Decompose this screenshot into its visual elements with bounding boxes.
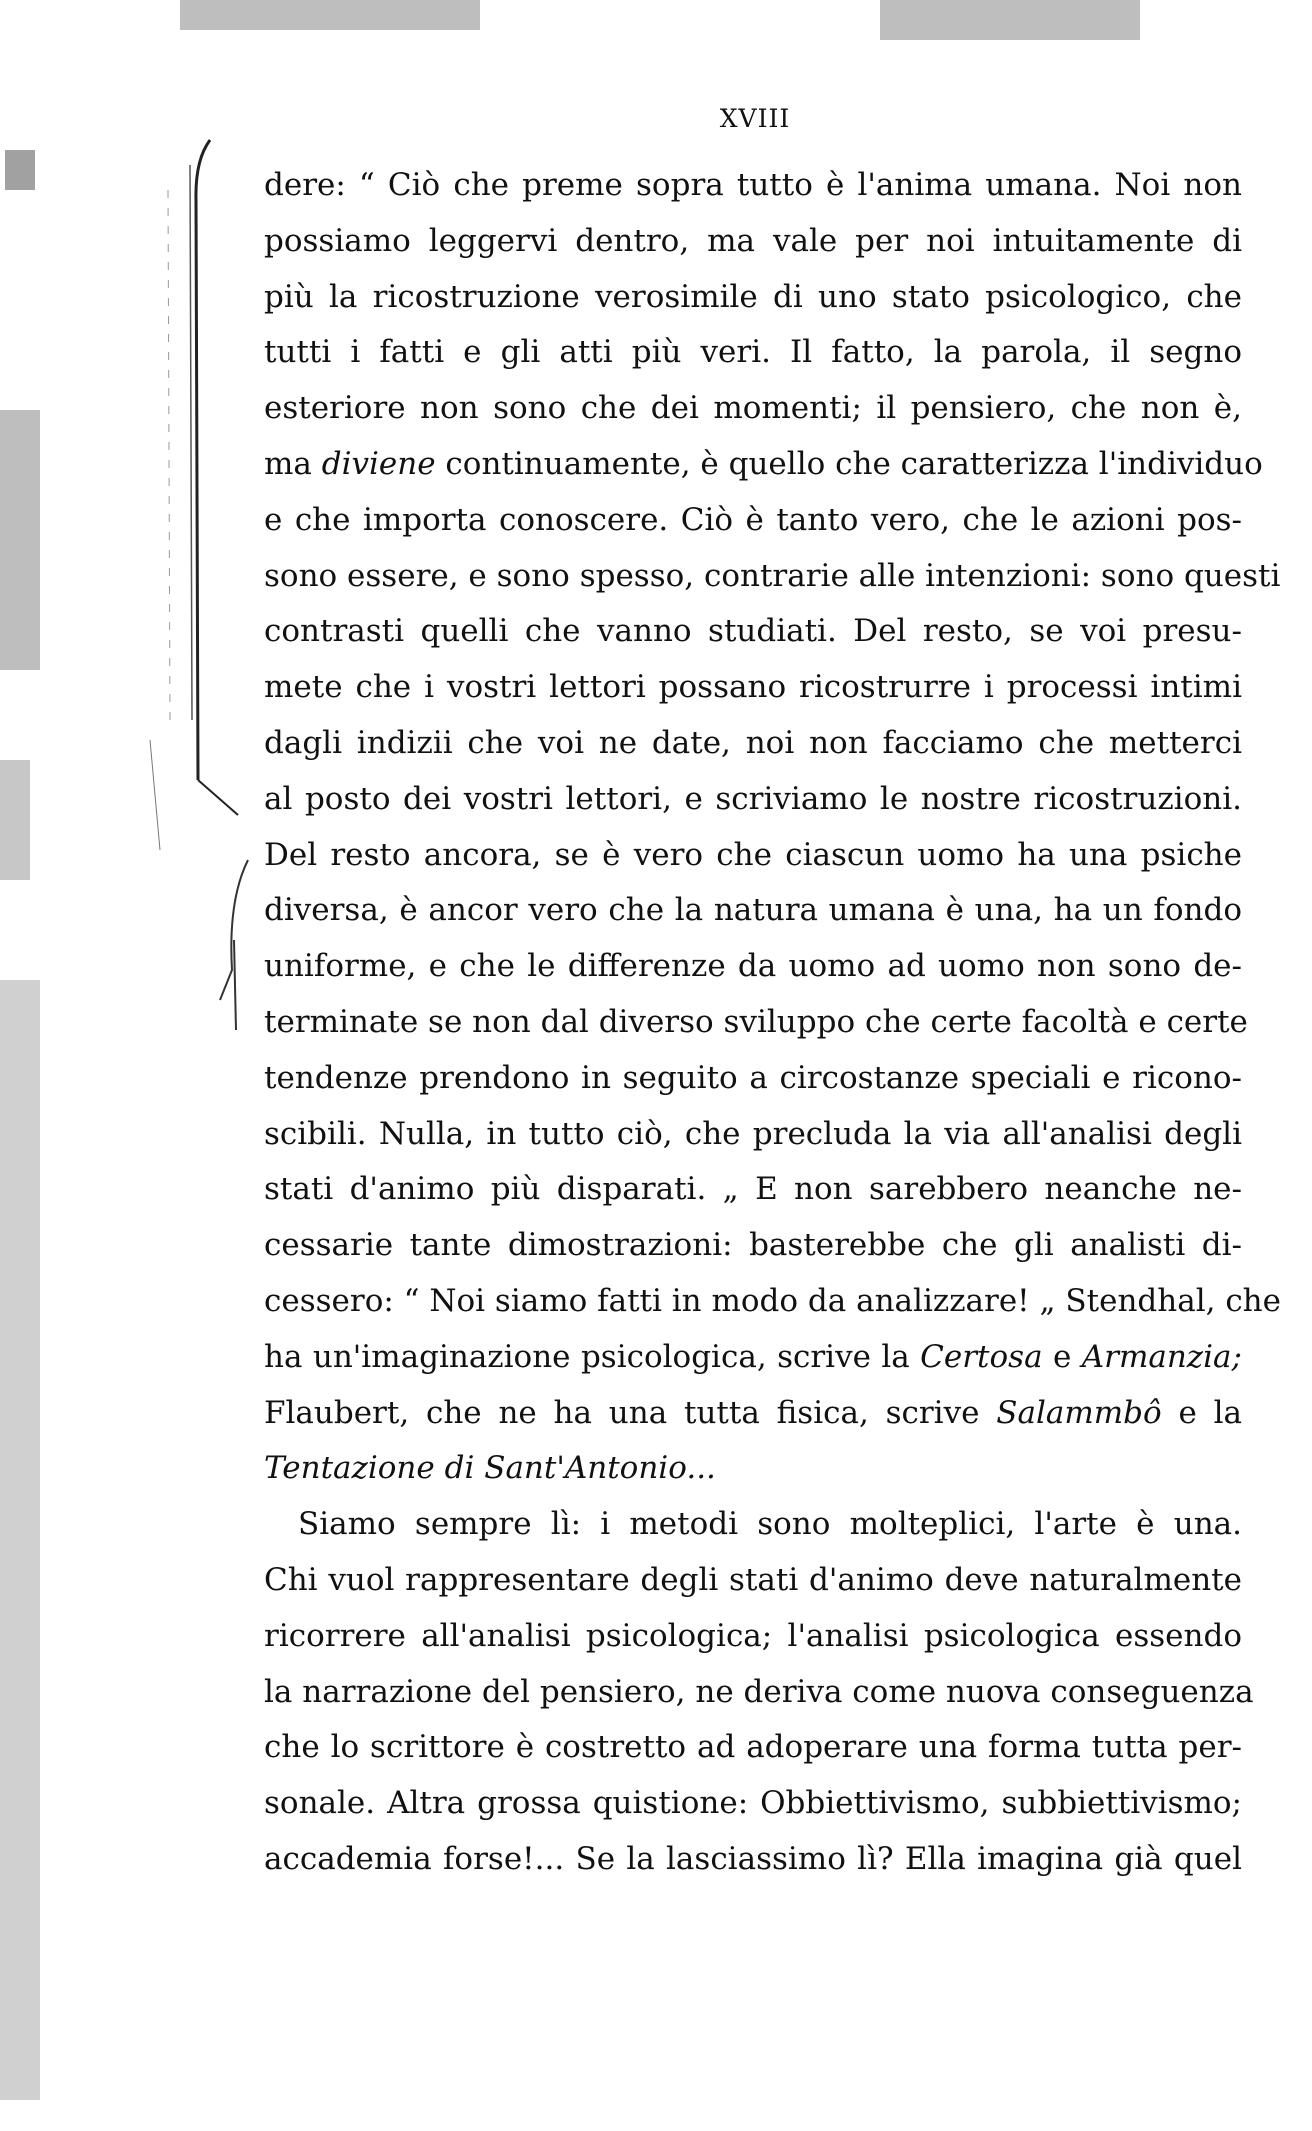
text-line <box>264 1274 1281 1330</box>
text-segment: ha un'imaginazione psicologica, scrive la <box>264 1338 921 1375</box>
text-segment: possiamo leggervi dentro, ma vale per noi intuitamente di <box>264 222 1242 259</box>
text-segment: tendenze prendono in seguito a circostanze speciali e ricono- <box>264 1059 1242 1096</box>
text-segment: diversa, è ancor vero che la natura umana è una, ha un fondo <box>264 892 1242 929</box>
text-line <box>264 1832 1242 1888</box>
text-segment: esteriore non sono che dei momenti; il pensiero, che non è, <box>264 390 1242 427</box>
italic-text: Armanzia; <box>1081 1338 1242 1375</box>
text-segment: sonale. Altra grossa quistione: Obbiettivismo, subbiettivismo; <box>264 1785 1242 1822</box>
text-segment: dere: “ Ciò che preme sopra tutto è l'anima umana. Noi non <box>264 167 1242 203</box>
text-segment: che lo scrittore è costretto ad adoperare una forma tutta per- <box>264 1729 1242 1766</box>
italic-text: diviene <box>321 445 436 482</box>
text-line <box>264 1218 1242 1274</box>
text-line <box>264 1051 1242 1107</box>
body-text <box>264 158 1281 1888</box>
text-line <box>264 158 1242 214</box>
text-line <box>264 1720 1242 1776</box>
text-line <box>264 995 1248 1051</box>
text-segment: cessero: “ Noi siamo fatti in modo da analizzare! „ Stendhal, che <box>264 1282 1281 1319</box>
text-line <box>264 1441 1242 1497</box>
text-line <box>264 1776 1242 1832</box>
text-segment: stati d'animo più disparati. „ E non sarebbero neanche ne- <box>264 1171 1242 1208</box>
text-line <box>264 1665 1254 1721</box>
text-segment: mete che i vostri lettori possano ricostrurre i processi intimi <box>264 669 1242 706</box>
italic-text: Certosa <box>920 1338 1043 1375</box>
text-line <box>264 660 1242 716</box>
text-line <box>264 1609 1242 1665</box>
text-line <box>264 493 1242 549</box>
italic-text: Tentazione di Sant'Antonio... <box>264 1450 716 1487</box>
text-line <box>264 1107 1242 1163</box>
text-segment: la narrazione del pensiero, ne deriva come nuova conseguenza <box>264 1673 1254 1710</box>
text-segment: dagli indizii che voi ne date, noi non facciamo che metterci <box>264 724 1242 761</box>
text-segment: cessarie tante dimostrazioni: basterebbe che gli analisti di- <box>264 1227 1242 1264</box>
text-segment: e <box>1042 1338 1082 1375</box>
text-line <box>264 883 1242 939</box>
text-segment: scibili. Nulla, in tutto ciò, che precluda la via all'analisi degli <box>264 1115 1242 1152</box>
text-segment: continuamente, è quello che caratterizza l'individuo <box>435 445 1263 482</box>
text-segment: ma <box>264 445 322 482</box>
text-segment: ricorrere all'analisi psicologica; l'analisi psicologica essendo <box>264 1617 1242 1654</box>
text-line <box>264 604 1242 660</box>
text-line <box>264 1162 1242 1218</box>
text-line <box>264 381 1242 437</box>
text-segment: Siamo sempre lì: i metodi sono molteplici, l'arte è una. <box>298 1506 1242 1543</box>
text-segment: e che importa conoscere. Ciò è tanto vero, che le azioni pos- <box>264 501 1242 538</box>
text-segment: uniforme, e che le differenze da uomo ad uomo non sono de- <box>264 948 1242 985</box>
text-line <box>264 549 1281 605</box>
text-segment: sono essere, e sono spesso, contrarie alle intenzioni: sono questi <box>264 557 1281 594</box>
text-line <box>264 828 1242 884</box>
text-segment: tutti i fatti e gli atti più veri. Il fatto, la parola, il segno <box>264 334 1242 371</box>
text-line <box>264 1497 1242 1553</box>
text-segment: accademia forse!... Se la lasciassimo lì? Ella imagina già quel <box>264 1840 1242 1877</box>
text-segment: terminate se non dal diverso sviluppo che certe facoltà e certe <box>264 1003 1248 1040</box>
text-segment: contrasti quelli che vanno studiati. Del resto, se voi presu- <box>264 613 1242 650</box>
text-line <box>264 1553 1242 1609</box>
text-line <box>264 1330 1242 1386</box>
page-number: XVIII <box>719 104 791 133</box>
text-line <box>264 1386 1242 1442</box>
text-line <box>264 437 1263 493</box>
text-segment: Del resto ancora, se è vero che ciascun uomo ha una psiche <box>264 836 1242 873</box>
text-segment: al posto dei vostri lettori, e scriviamo le nostre ricostruzioni. <box>264 780 1242 817</box>
text-line <box>264 772 1242 828</box>
text-line <box>264 325 1242 381</box>
italic-text: Salammbô <box>996 1394 1162 1431</box>
text-segment: più la ricostruzione verosimile di uno stato psicologico, che <box>264 278 1242 315</box>
text-segment: e la <box>1161 1394 1242 1431</box>
text-segment: Flaubert, che ne ha una tutta fisica, scrive <box>264 1394 997 1431</box>
text-line <box>264 214 1242 270</box>
text-line <box>264 270 1242 326</box>
text-line <box>264 939 1242 995</box>
text-line <box>264 716 1242 772</box>
text-segment: Chi vuol rappresentare degli stati d'animo deve naturalmente <box>264 1561 1242 1598</box>
